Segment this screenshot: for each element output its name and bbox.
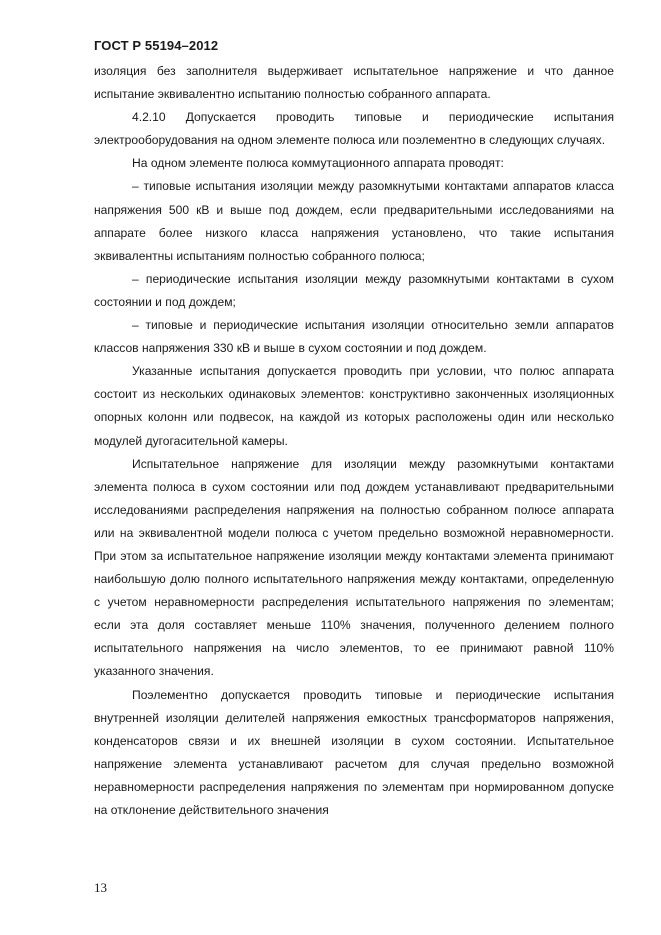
list-item-type-tests-rain: – типовые испытания изоляции между разомкнутыми контактами аппаратов класса напряжения 500 кВ и выше под дождем, если предварительными исследованиями на аппарате более низкого класса напряжения установлено, что такие испытания эквивалентны испытаниям полностью собранного полюса; [94,179,614,263]
page-number: 13 [94,880,107,895]
paragraph-element-wise-tests: Поэлементно допускается проводить типовые и периодические испытания внутренней изоляции делителей напряжения емкостных трансформаторов напряжения, конденсаторов связи и их внешней изоляции в сухом состоянии. Испытательное напряжение элемента устанавливают расчетом для случая предельно возможной неравномерности распределения напряжения по элементам при нормированном допуске на отклонение действительного значения [94,687,614,817]
paragraph-clause-4-2-10: 4.2.10 Допускается проводить типовые и периодические испытания электрооборудования на одном элементе полюса или поэлементно в следующих случаях. [94,110,614,148]
list-item-earth-insulation-tests: – типовые и периодические испытания изоляции относительно земли аппаратов классов напряжения 330 кВ и выше в сухом состоянии и под дождем. [94,318,614,356]
document-body [94,60,614,822]
paragraph-continuation: изоляция без заполнителя выдерживает испытательное напряжение и что данное испытание эквивалентно испытанию полностью собранного аппарата. [94,64,614,102]
paragraph-test-voltage: Испытательное напряжение для изоляции между разомкнутыми контактами элемента полюса в сухом состоянии или под дождем устанавливают предварительными исследованиями распределения напряжения на полностью собранном полюсе аппарата или на эквивалентной модели полюса с учетом предельно возможной неравномерности. При этом за испытательное напряжение изоляции между контактами элемента принимают наибольшую долю полного испытательного напряжения между контактами, определенную с учетом неравномерности распределения испытательного напряжения по элементам; если эта доля составляет меньше 110% значения, полученного делением полного испытательного напряжения на число элементов, то ее принимают равной 110% указанного значения. [94,456,614,679]
paragraph-single-element-intro: На одном элементе полюса коммутационного аппарата проводят: [132,156,504,171]
paragraph-test-conditions: Указанные испытания допускается проводить при условии, что полюс аппарата состоит из нескольких одинаковых элементов: конструктивно законченных изоляционных опорных колонн или подвесок, на каждой из которых расположены один или несколько модулей дугогасительной камеры. [94,364,614,448]
document-header: ГОСТ Р 55194–2012 [94,38,219,53]
list-item-periodic-tests: – периодические испытания изоляции между разомкнутыми контактами в сухом состоянии и под дождем; [94,271,614,309]
